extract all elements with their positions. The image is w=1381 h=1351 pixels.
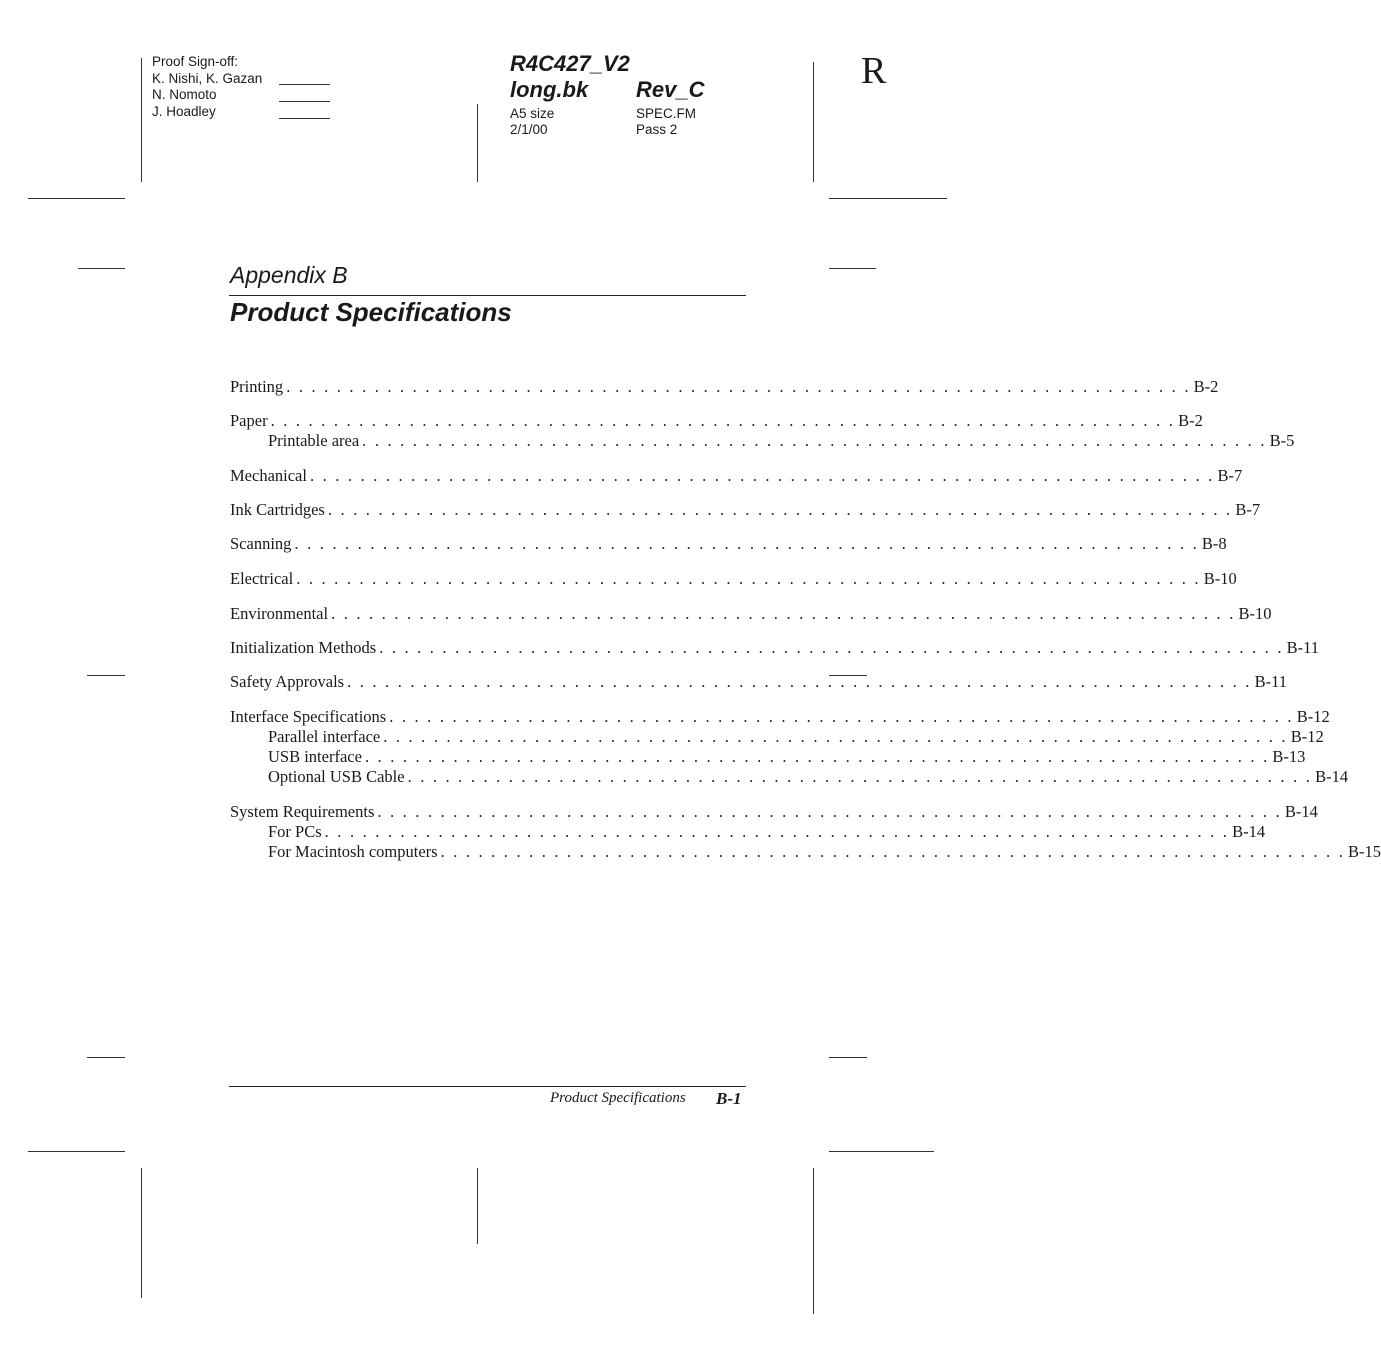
toc-entry-label: Scanning <box>230 534 292 553</box>
toc-entry-label: Paper <box>230 411 268 430</box>
crop-mark <box>477 1168 478 1244</box>
toc-entry-page: B-10 <box>1203 569 1237 588</box>
toc-entry-label: System Requirements <box>230 802 375 821</box>
signature-line <box>279 101 330 102</box>
toc-dot-leader: . . . . . . . . . . . . . . . . . . . . . . . . . . . . . . . . . . . . . . . . . . . . . . . . . . . . . . . . . . . . . . . . . . . . . . . . <box>347 672 1252 691</box>
toc-entry-page: B-10 <box>1238 604 1272 623</box>
crop-mark <box>813 1168 814 1314</box>
toc-dot-leader: . . . . . . . . . . . . . . . . . . . . . . . . . . . . . . . . . . . . . . . . . . . . . . . . . . . . . . . . . . . . . . . . . . . . . . . . <box>270 411 1176 430</box>
crop-mark <box>87 675 125 676</box>
toc-dot-leader: . . . . . . . . . . . . . . . . . . . . . . . . . . . . . . . . . . . . . . . . . . . . . . . . . . . . . . . . . . . . . . . . . . . . . . . . <box>407 767 1313 786</box>
crop-mark <box>829 198 947 199</box>
toc-entry-page: B-14 <box>1315 767 1349 786</box>
toc-dot-leader: . . . . . . . . . . . . . . . . . . . . . . . . . . . . . . . . . . . . . . . . . . . . . . . . . . . . . . . . . . . . . . . . . . . . . . . . <box>324 822 1230 841</box>
footer-title: Product Specifications <box>550 1090 686 1106</box>
toc-entry[interactable] <box>230 604 1272 624</box>
toc-entry-page: B-15 <box>1348 842 1381 861</box>
toc-entry[interactable] <box>230 638 1320 658</box>
toc-entry-label: Ink Cartridges <box>230 500 325 519</box>
signature-line <box>279 118 330 119</box>
crop-mark <box>141 1168 142 1298</box>
toc-entry[interactable] <box>268 767 1349 787</box>
toc-entry-page: B-8 <box>1201 534 1227 553</box>
toc-entry-page: B-12 <box>1296 707 1330 726</box>
toc-entry-label: Mechanical <box>230 466 307 485</box>
toc-entry-page: B-13 <box>1272 747 1306 766</box>
toc-entry-label: Initialization Methods <box>230 638 377 657</box>
toc-dot-leader: . . . . . . . . . . . . . . . . . . . . . . . . . . . . . . . . . . . . . . . . . . . . . . . . . . . . . . . . . . . . . . . . . . . . . . . . <box>286 377 1191 396</box>
toc-entry[interactable] <box>230 534 1227 554</box>
proof-heading: Proof Sign-off: <box>152 54 239 69</box>
job-size: A5 size <box>510 106 555 121</box>
toc-entry-label: USB interface <box>268 747 362 766</box>
toc-entry-label: Environmental <box>230 604 329 623</box>
toc-entry-label: Safety Approvals <box>230 672 345 691</box>
toc-dot-leader: . . . . . . . . . . . . . . . . . . . . . . . . . . . . . . . . . . . . . . . . . . . . . . . . . . . . . . . . . . . . . . . . . . . . . . . . <box>309 466 1215 485</box>
toc-entry-label: Optional USB Cable <box>268 767 405 786</box>
signature-line <box>279 84 330 85</box>
toc-entry[interactable] <box>230 500 1261 520</box>
crop-mark <box>28 1151 125 1152</box>
toc-dot-leader: . . . . . . . . . . . . . . . . . . . . . . . . . . . . . . . . . . . . . . . . . . . . . . . . . . . . . . . . . . . . . . . . . . . . . . . . <box>364 747 1270 766</box>
job-pass: Pass 2 <box>636 122 678 137</box>
toc-dot-leader: . . . . . . . . . . . . . . . . . . . . . . . . . . . . . . . . . . . . . . . . . . . . . . . . . . . . . . . . . . . . . . . . . . . . . . . . <box>440 842 1346 861</box>
crop-mark <box>28 198 125 199</box>
corner-mark: R <box>861 50 887 92</box>
toc-entry[interactable] <box>268 727 1324 747</box>
crop-mark <box>829 1057 867 1058</box>
toc-entry-label: For PCs <box>268 822 322 841</box>
job-date: 2/1/00 <box>510 122 548 137</box>
toc-entry[interactable] <box>230 466 1243 486</box>
proof-name: J. Hoadley <box>152 104 216 119</box>
crop-mark <box>87 1057 125 1058</box>
toc-entry-label: Printing <box>230 377 284 396</box>
crop-mark <box>829 1151 934 1152</box>
toc-entry-page: B-14 <box>1232 822 1266 841</box>
toc-entry-page: B-2 <box>1193 377 1219 396</box>
toc-entry-label: Printable area <box>268 431 360 450</box>
job-book: long.bk <box>510 77 589 102</box>
toc-dot-leader: . . . . . . . . . . . . . . . . . . . . . . . . . . . . . . . . . . . . . . . . . . . . . . . . . . . . . . . . . . . . . . . . . . . . . . . . <box>294 534 1199 553</box>
toc-dot-leader: . . . . . . . . . . . . . . . . . . . . . . . . . . . . . . . . . . . . . . . . . . . . . . . . . . . . . . . . . . . . . . . . . . . . . . . . <box>383 727 1288 746</box>
job-rev: Rev_C <box>636 77 705 102</box>
toc-entry-label: For Macintosh computers <box>268 842 438 861</box>
proof-name: K. Nishi, K. Gazan <box>152 71 263 86</box>
job-code: R4C427_V2 <box>510 51 630 76</box>
toc-dot-leader: . . . . . . . . . . . . . . . . . . . . . . . . . . . . . . . . . . . . . . . . . . . . . . . . . . . . . . . . . . . . . . . . . . . . . . . . <box>379 638 1284 657</box>
toc-entry-page: B-12 <box>1290 727 1324 746</box>
toc-entry[interactable] <box>230 411 1203 431</box>
toc-entry[interactable] <box>230 802 1318 822</box>
toc-entry-page: B-2 <box>1178 411 1203 430</box>
toc-entry[interactable] <box>268 842 1381 862</box>
toc-dot-leader: . . . . . . . . . . . . . . . . . . . . . . . . . . . . . . . . . . . . . . . . . . . . . . . . . . . . . . . . . . . . . . . . . . . . . . . . <box>389 707 1294 726</box>
toc-entry-label: Electrical <box>230 569 294 588</box>
toc-dot-leader: . . . . . . . . . . . . . . . . . . . . . . . . . . . . . . . . . . . . . . . . . . . . . . . . . . . . . . . . . . . . . . . . . . . . . . . . <box>327 500 1233 519</box>
toc-entry-page: B-14 <box>1284 802 1318 821</box>
toc-entry-page: B-11 <box>1254 672 1287 691</box>
crop-mark <box>141 58 142 182</box>
toc-entry[interactable] <box>268 431 1295 451</box>
toc-entry-label: Interface Specifications <box>230 707 387 726</box>
appendix-label: Appendix B <box>230 262 348 288</box>
toc-entry[interactable] <box>268 822 1266 842</box>
page-title: Product Specifications <box>230 297 512 327</box>
crop-mark <box>813 62 814 182</box>
job-file: SPEC.FM <box>636 106 697 121</box>
footer-page-number: B-1 <box>716 1089 742 1108</box>
crop-mark <box>829 268 876 269</box>
toc-dot-leader: . . . . . . . . . . . . . . . . . . . . . . . . . . . . . . . . . . . . . . . . . . . . . . . . . . . . . . . . . . . . . . . . . . . . . . . . <box>296 569 1201 588</box>
crop-mark <box>477 104 478 182</box>
toc-entry-page: B-7 <box>1235 500 1261 519</box>
toc-entry-label: Parallel interface <box>268 727 381 746</box>
proof-name: N. Nomoto <box>152 87 217 102</box>
crop-mark <box>78 268 125 269</box>
toc-entry[interactable] <box>230 377 1219 397</box>
footer-rule <box>229 1086 746 1087</box>
toc-dot-leader: . . . . . . . . . . . . . . . . . . . . . . . . . . . . . . . . . . . . . . . . . . . . . . . . . . . . . . . . . . . . . . . . . . . . . . . . <box>362 431 1267 450</box>
toc-entry-page: B-11 <box>1286 638 1320 657</box>
toc-entry[interactable] <box>268 747 1306 767</box>
toc-entry[interactable] <box>230 569 1237 589</box>
toc-dot-leader: . . . . . . . . . . . . . . . . . . . . . . . . . . . . . . . . . . . . . . . . . . . . . . . . . . . . . . . . . . . . . . . . . . . . . . . . <box>331 604 1236 623</box>
toc-entry-page: B-7 <box>1217 466 1243 485</box>
toc-entry[interactable] <box>230 707 1330 727</box>
toc-dot-leader: . . . . . . . . . . . . . . . . . . . . . . . . . . . . . . . . . . . . . . . . . . . . . . . . . . . . . . . . . . . . . . . . . . . . . . . . <box>377 802 1282 821</box>
toc-entry-page: B-5 <box>1269 431 1295 450</box>
toc-entry[interactable] <box>230 672 1287 692</box>
